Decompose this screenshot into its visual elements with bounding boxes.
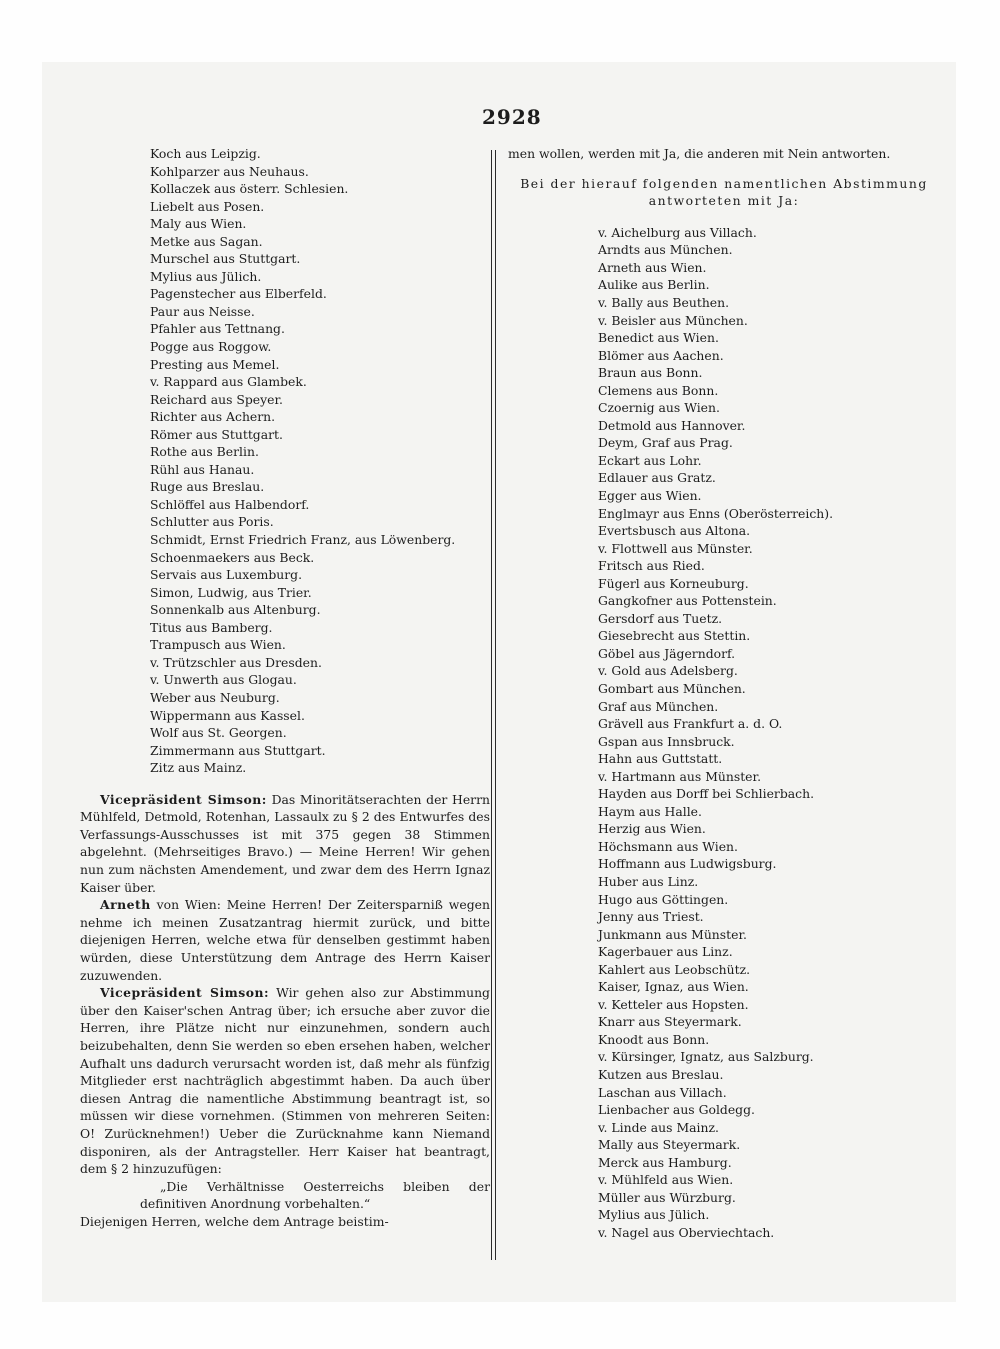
list-item: Simon, Ludwig, aus Trier.: [150, 584, 312, 600]
list-item: v. Linde aus Mainz.: [598, 1119, 719, 1135]
list-item: Servais aus Luxemburg.: [150, 567, 303, 583]
list-item: v. Aichelburg aus Villach.: [598, 224, 757, 240]
list-item: Knoodt aus Bonn.: [598, 1031, 710, 1047]
list-item: v. Unwerth aus Glogau.: [150, 672, 297, 688]
list-item: Edlauer aus Gratz.: [598, 470, 716, 486]
list-item: Egger aus Wien.: [598, 487, 702, 503]
list-item: Mally aus Steyermark.: [598, 1137, 741, 1153]
list-item: Liebelt aus Posen.: [150, 198, 265, 214]
list-item: Schlutter aus Poris.: [150, 514, 274, 530]
vote-instruction: men wollen, werden mit Ja, die anderen mit Nein antworten.: [508, 146, 891, 161]
list-item: Knarr aus Steyermark.: [598, 1014, 742, 1030]
list-item: Evertsbusch aus Altona.: [598, 523, 751, 539]
list-item: v. Kürsinger, Ignatz, aus Salzburg.: [598, 1049, 814, 1065]
list-item: Fritsch aus Ried.: [598, 558, 705, 574]
list-item: Eckart aus Lohr.: [598, 452, 702, 468]
list-item: Hugo aus Göttingen.: [598, 891, 729, 907]
list-item: v. Hartmann aus Münster.: [598, 768, 762, 784]
list-item: Rothe aus Berlin.: [150, 444, 259, 460]
list-item: Koch aus Leipzig.: [150, 146, 261, 161]
list-item: Trampusch aus Wien.: [150, 637, 286, 653]
list-item: v. Mühlfeld aus Wien.: [598, 1172, 734, 1188]
list-item: Reichard aus Speyer.: [150, 391, 283, 407]
list-item: Zitz aus Mainz.: [150, 760, 247, 776]
list-item: Höchsmann aus Wien.: [598, 838, 738, 854]
list-item: Fügerl aus Korneuburg.: [598, 575, 749, 591]
list-item: Kutzen aus Breslau.: [598, 1067, 724, 1083]
list-item: Wippermann aus Kassel.: [150, 707, 305, 723]
list-item: Sonnenkalb aus Altenburg.: [150, 602, 321, 618]
speech-text: Das Minoritätserachten der Herrn Mühlfeld, Detmold, Rotenhan, Lassaulx zu § 2 des Entwurfes des Verfassungs-Ausschusses ist mit 375 gegen 38 Stimmen abgelehnt. (Mehrseitiges Bravo.) — Meine Herren! Wir gehen nun zum nächsten Amendement, und zwar dem des Herrn Ignaz Kaiser über.: [80, 791, 490, 895]
list-item: Merck aus Hamburg.: [598, 1154, 732, 1170]
list-item: Schlöffel aus Halbendorf.: [150, 496, 310, 512]
list-item: Arneth aus Wien.: [598, 259, 707, 275]
speech-arneth: [70, 896, 490, 984]
list-item: Clemens aus Bonn.: [598, 382, 719, 398]
speech-closing: Diejenigen Herren, welche dem Antrage beistim-: [80, 1213, 389, 1229]
list-item: Presting aus Memel.: [150, 356, 280, 372]
list-item: Kagerbauer aus Linz.: [598, 944, 733, 960]
left-column: [70, 145, 490, 1231]
list-item: Göbel aus Jägerndorf.: [598, 645, 736, 661]
list-item: Hayden aus Dorff bei Schlierbach.: [598, 786, 815, 802]
list-item: Mylius aus Jülich.: [150, 268, 262, 284]
column-divider: [491, 150, 492, 1260]
list-item: Metke aus Sagan.: [150, 233, 263, 249]
list-item: Titus aus Bamberg.: [150, 619, 273, 635]
list-item: Czoernig aus Wien.: [598, 400, 720, 416]
list-item: Ruge aus Breslau.: [150, 479, 265, 495]
list-item: Laschan aus Villach.: [598, 1084, 727, 1100]
list-item: Englmayr aus Enns (Oberösterreich).: [598, 505, 834, 521]
left-name-list: [70, 145, 490, 777]
list-item: Jenny aus Triest.: [598, 909, 704, 925]
list-item: Gspan aus Innsbruck.: [598, 733, 735, 749]
speech-text: Meine Herren! Der Zeitersparniß wegen nehme ich meinen Zusatzantrag hiermit zurück, und bitte diejenigen Herren, welche etwa für denselben gestimmt haben würden, diese Unterstützung dem Antrage des Herrn Kaiser zuzuwenden.: [80, 897, 490, 983]
list-item: Schoenmaekers aus Beck.: [150, 549, 315, 565]
list-item: v. Nagel aus Oberviechtach.: [598, 1224, 775, 1240]
speech-text: Wir gehen also zur Abstimmung über den Kaiser'schen Antrag über; ich ersuche aber zuvor die Herren, ihre Plätze nicht nur einzunehmen, sondern auch beizubehalten, denn Sie werden so eben ersehen haben, welcher Aufhalt uns dadurch verursacht worden ist, daß mehr als fünfzig Mitglieder erst nachträglich abgestimmt haben. Da auch über diesen Antrag die namentliche Abstimmung beantragt ist, so müssen wir diese vornehmen. (Stimmen von mehreren Seiten: O! Zurücknehmen!) Ueber die Zurücknahme kann Niemand disponiren, als der Antragsteller. Herr Kaiser hat beantragt, dem § 2 hinzuzufügen:: [80, 985, 490, 1177]
speaker-origin: von Wien:: [156, 897, 221, 913]
list-item: v. Gold aus Adelsberg.: [598, 663, 738, 679]
list-item: Schmidt, Ernst Friedrich Franz, aus Löwenberg.: [150, 532, 456, 548]
list-item: Murschel aus Stuttgart.: [150, 251, 301, 267]
list-item: Maly aus Wien.: [150, 216, 247, 232]
list-item: Kaiser, Ignaz, aus Wien.: [598, 979, 749, 995]
list-item: Kahlert aus Leobschütz.: [598, 961, 751, 977]
speaker-name: Vicepräsident Simson:: [100, 791, 267, 807]
list-item: Paur aus Neisse.: [150, 303, 255, 319]
column-divider-inner: [495, 150, 496, 1260]
list-item: Wolf aus St. Georgen.: [150, 725, 287, 741]
right-column: [508, 145, 940, 1242]
list-item: Grävell aus Frankfurt a. d. O.: [598, 716, 783, 732]
list-item: Haym aus Halle.: [598, 803, 702, 819]
list-item: Zimmermann aus Stuttgart.: [150, 742, 326, 758]
speech-simson-1: [70, 791, 490, 897]
list-item: Herzig aus Wien.: [598, 821, 706, 837]
list-item: Pogge aus Roggow.: [150, 339, 272, 355]
list-item: Hoffmann aus Ludwigsburg.: [598, 856, 777, 872]
list-item: Richter aus Achern.: [150, 409, 276, 425]
list-item: v. Rappard aus Glambek.: [150, 374, 307, 390]
list-item: Kohlparzer aus Neuhaus.: [150, 163, 309, 179]
vote-heading: Bei der hierauf folgenden namentlichen Abstimmung antworteten mit Ja:: [520, 175, 928, 209]
list-item: Rühl aus Hanau.: [150, 461, 255, 477]
list-item: Gersdorf aus Tuetz.: [598, 610, 723, 626]
list-item: Deym, Graf aus Prag.: [598, 435, 733, 451]
list-item: Blömer aus Aachen.: [598, 347, 724, 363]
list-item: Pagenstecher aus Elberfeld.: [150, 286, 327, 302]
right-name-list: [508, 224, 940, 1242]
speaker-name: Vicepräsident Simson:: [100, 985, 270, 1001]
list-item: Müller aus Würzburg.: [598, 1189, 736, 1205]
list-item: Detmold aus Hannover.: [598, 417, 746, 433]
list-item: Giesebrecht aus Stettin.: [598, 628, 751, 644]
list-item: Lienbacher aus Goldegg.: [598, 1102, 755, 1118]
list-item: Mylius aus Jülich.: [598, 1207, 710, 1223]
list-item: Kollaczek aus österr. Schlesien.: [150, 181, 349, 197]
list-item: Aulike aus Berlin.: [598, 277, 710, 293]
list-item: Gangkofner aus Pottenstein.: [598, 593, 777, 609]
list-item: Benedict aus Wien.: [598, 330, 719, 346]
list-item: Braun aus Bonn.: [598, 365, 703, 381]
list-item: Arndts aus München.: [598, 242, 733, 258]
quoted-motion: „Die Verhältnisse Oesterreichs bleiben der definitiven Anordnung vorbehalten.“: [140, 1178, 490, 1212]
list-item: Weber aus Neuburg.: [150, 689, 280, 705]
list-item: v. Bally aus Beuthen.: [598, 294, 730, 310]
list-item: Junkmann aus Münster.: [598, 926, 747, 942]
list-item: Hahn aus Guttstatt.: [598, 751, 723, 767]
list-item: Gombart aus München.: [598, 681, 746, 696]
speech-simson-2: [70, 984, 490, 1230]
list-item: v. Trützschler aus Dresden.: [150, 654, 322, 670]
list-item: Huber aus Linz.: [598, 874, 699, 890]
speaker-name: Arneth: [100, 897, 151, 913]
list-item: v. Beisler aus München.: [598, 312, 748, 328]
list-item: Pfahler aus Tettnang.: [150, 321, 285, 337]
page-number: 2928: [482, 105, 542, 129]
list-item: v. Ketteler aus Hopsten.: [598, 996, 749, 1012]
list-item: Graf aus München.: [598, 698, 719, 714]
list-item: Römer aus Stuttgart.: [150, 426, 283, 442]
list-item: v. Flottwell aus Münster.: [598, 540, 753, 556]
